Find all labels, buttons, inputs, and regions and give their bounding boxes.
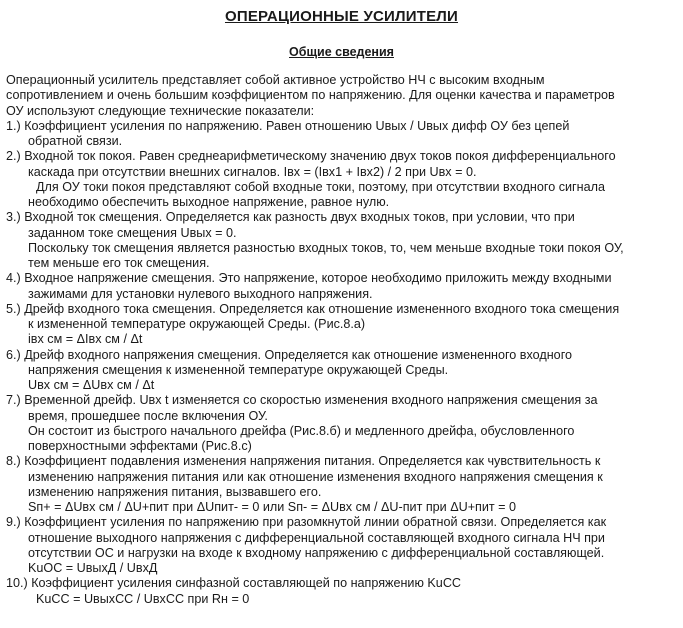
list-item-9-cont: отношение выходного напряжения с дифференциальной составляющей входного сигнала НЧ при <box>28 530 605 545</box>
list-item-4: 4.) Входное напряжение смещения. Это напряжение, которое необходимо приложить между входными <box>6 271 612 286</box>
list-item-7: 7.) Временной дрейф. Uвх t изменяется со скоростью изменения входного напряжения смещения за <box>6 393 598 408</box>
list-item-6-cont: напряжения смещения к измененной температуре окружающей Среды. <box>28 362 449 377</box>
text-line: сопротивлением и очень большим коэффициентом по напряжению. Для оценки качества и параметров <box>6 88 615 103</box>
list-item-6: 6.) Дрейф входного напряжения смещения. Определяется как отношение измененного входного <box>6 347 573 362</box>
list-item-1-cont: обратной связи. <box>28 134 123 148</box>
list-item-2-note-cont: необходимо обеспечить выходное напряжение, равное нулю. <box>28 195 390 209</box>
page-title: ОПЕРАЦИОННЫЕ УСИЛИТЕЛИ <box>224 8 459 25</box>
list-item-7-cont: время, прошедшее после включения ОУ. <box>28 408 268 423</box>
formula-10: KuСС = UвыхСС / UвхСС при Rн = 0 <box>36 591 250 606</box>
list-item-2: 2.) Входной ток покоя. Равен среднеарифметическому значению двух токов покоя дифференциального <box>6 149 616 164</box>
text-line: ОУ используют следующие технические показатели: <box>6 103 315 118</box>
list-item-3-note-cont: тем меньше его ток смещения. <box>28 256 210 270</box>
list-item-9: 9.) Коэффициент усиления по напряжению при разомкнутой линии обратной связи. Определяется как <box>6 515 607 530</box>
list-item-3-note: Поскольку ток смещения является разностью входных токов, то, чем меньше входные токи покоя ОУ, <box>28 240 624 255</box>
formula-5: iвх см = ΔIвх см / Δt <box>28 332 143 347</box>
list-item-7-note: Он состоит из быстрого начального дрейфа (Рис.8.б) и медленного дрейфа, обусловленного <box>28 423 575 438</box>
list-item-3: 3.) Входной ток смещения. Определяется как разность двух входных токов, при условии, что при <box>6 210 575 225</box>
list-item-9-cont: отсутствии ОС и нагрузки на входе к входному напряжению с дифференциальной составляющей. <box>28 545 605 560</box>
formula-8: Sп+ = ΔUвх см / ΔU+пит при ΔUпит- = 0 или Sп- = ΔUвх см / ΔU-пит при ΔU+пит = 0 <box>28 500 517 514</box>
list-item-10: 10.) Коэффициент усиления синфазной составляющей по напряжению KuСС <box>6 576 462 591</box>
text-line: Операционный усилитель представляет собой активное устройство НЧ с высоким входным <box>6 73 545 87</box>
list-item-7-note-cont: поверхностными эффектами (Рис.8.с) <box>28 439 252 453</box>
list-item-8-cont: изменению напряжения питания или как отношение изменения входного напряжения смещения к <box>28 469 603 484</box>
document-body <box>6 73 678 607</box>
list-item-5: 5.) Дрейф входного тока смещения. Определяется как отношение измененного входного тока смещения <box>6 301 620 316</box>
formula-6: Uвх см = ΔUвх см / Δt <box>28 378 155 392</box>
formula-9: KuОС = UвыхД / UвхД <box>28 561 158 575</box>
list-item-2-note: Для ОУ токи покоя представляют собой входные токи, поэтому, при отсутствии входного сигнала <box>36 179 605 194</box>
list-item-2-cont: каскада при отсутствии внешних сигналов. Iвх = (Iвх1 + Iвх2) / 2 при Uвх = 0. <box>28 164 477 179</box>
list-item-8: 8.) Коэффициент подавления изменения напряжения питания. Определяется как чувствительность к <box>6 454 601 469</box>
list-item-5-cont: к измененной температуре окружающей Среды. (Рис.8.а) <box>28 317 366 331</box>
list-item-3-cont: заданном токе смещения Uвых = 0. <box>28 225 237 240</box>
section-subtitle: Общие сведения <box>289 45 394 59</box>
list-item-4-cont: зажимами для установки нулевого выходного напряжения. <box>28 286 373 301</box>
list-item-8-cont: изменению напряжения питания, вызвавшего его. <box>28 484 322 499</box>
list-item-1: 1.) Коэффициент усиления по напряжению. Равен отношению Uвых / Uвых дифф ОУ без цепей <box>6 118 570 133</box>
